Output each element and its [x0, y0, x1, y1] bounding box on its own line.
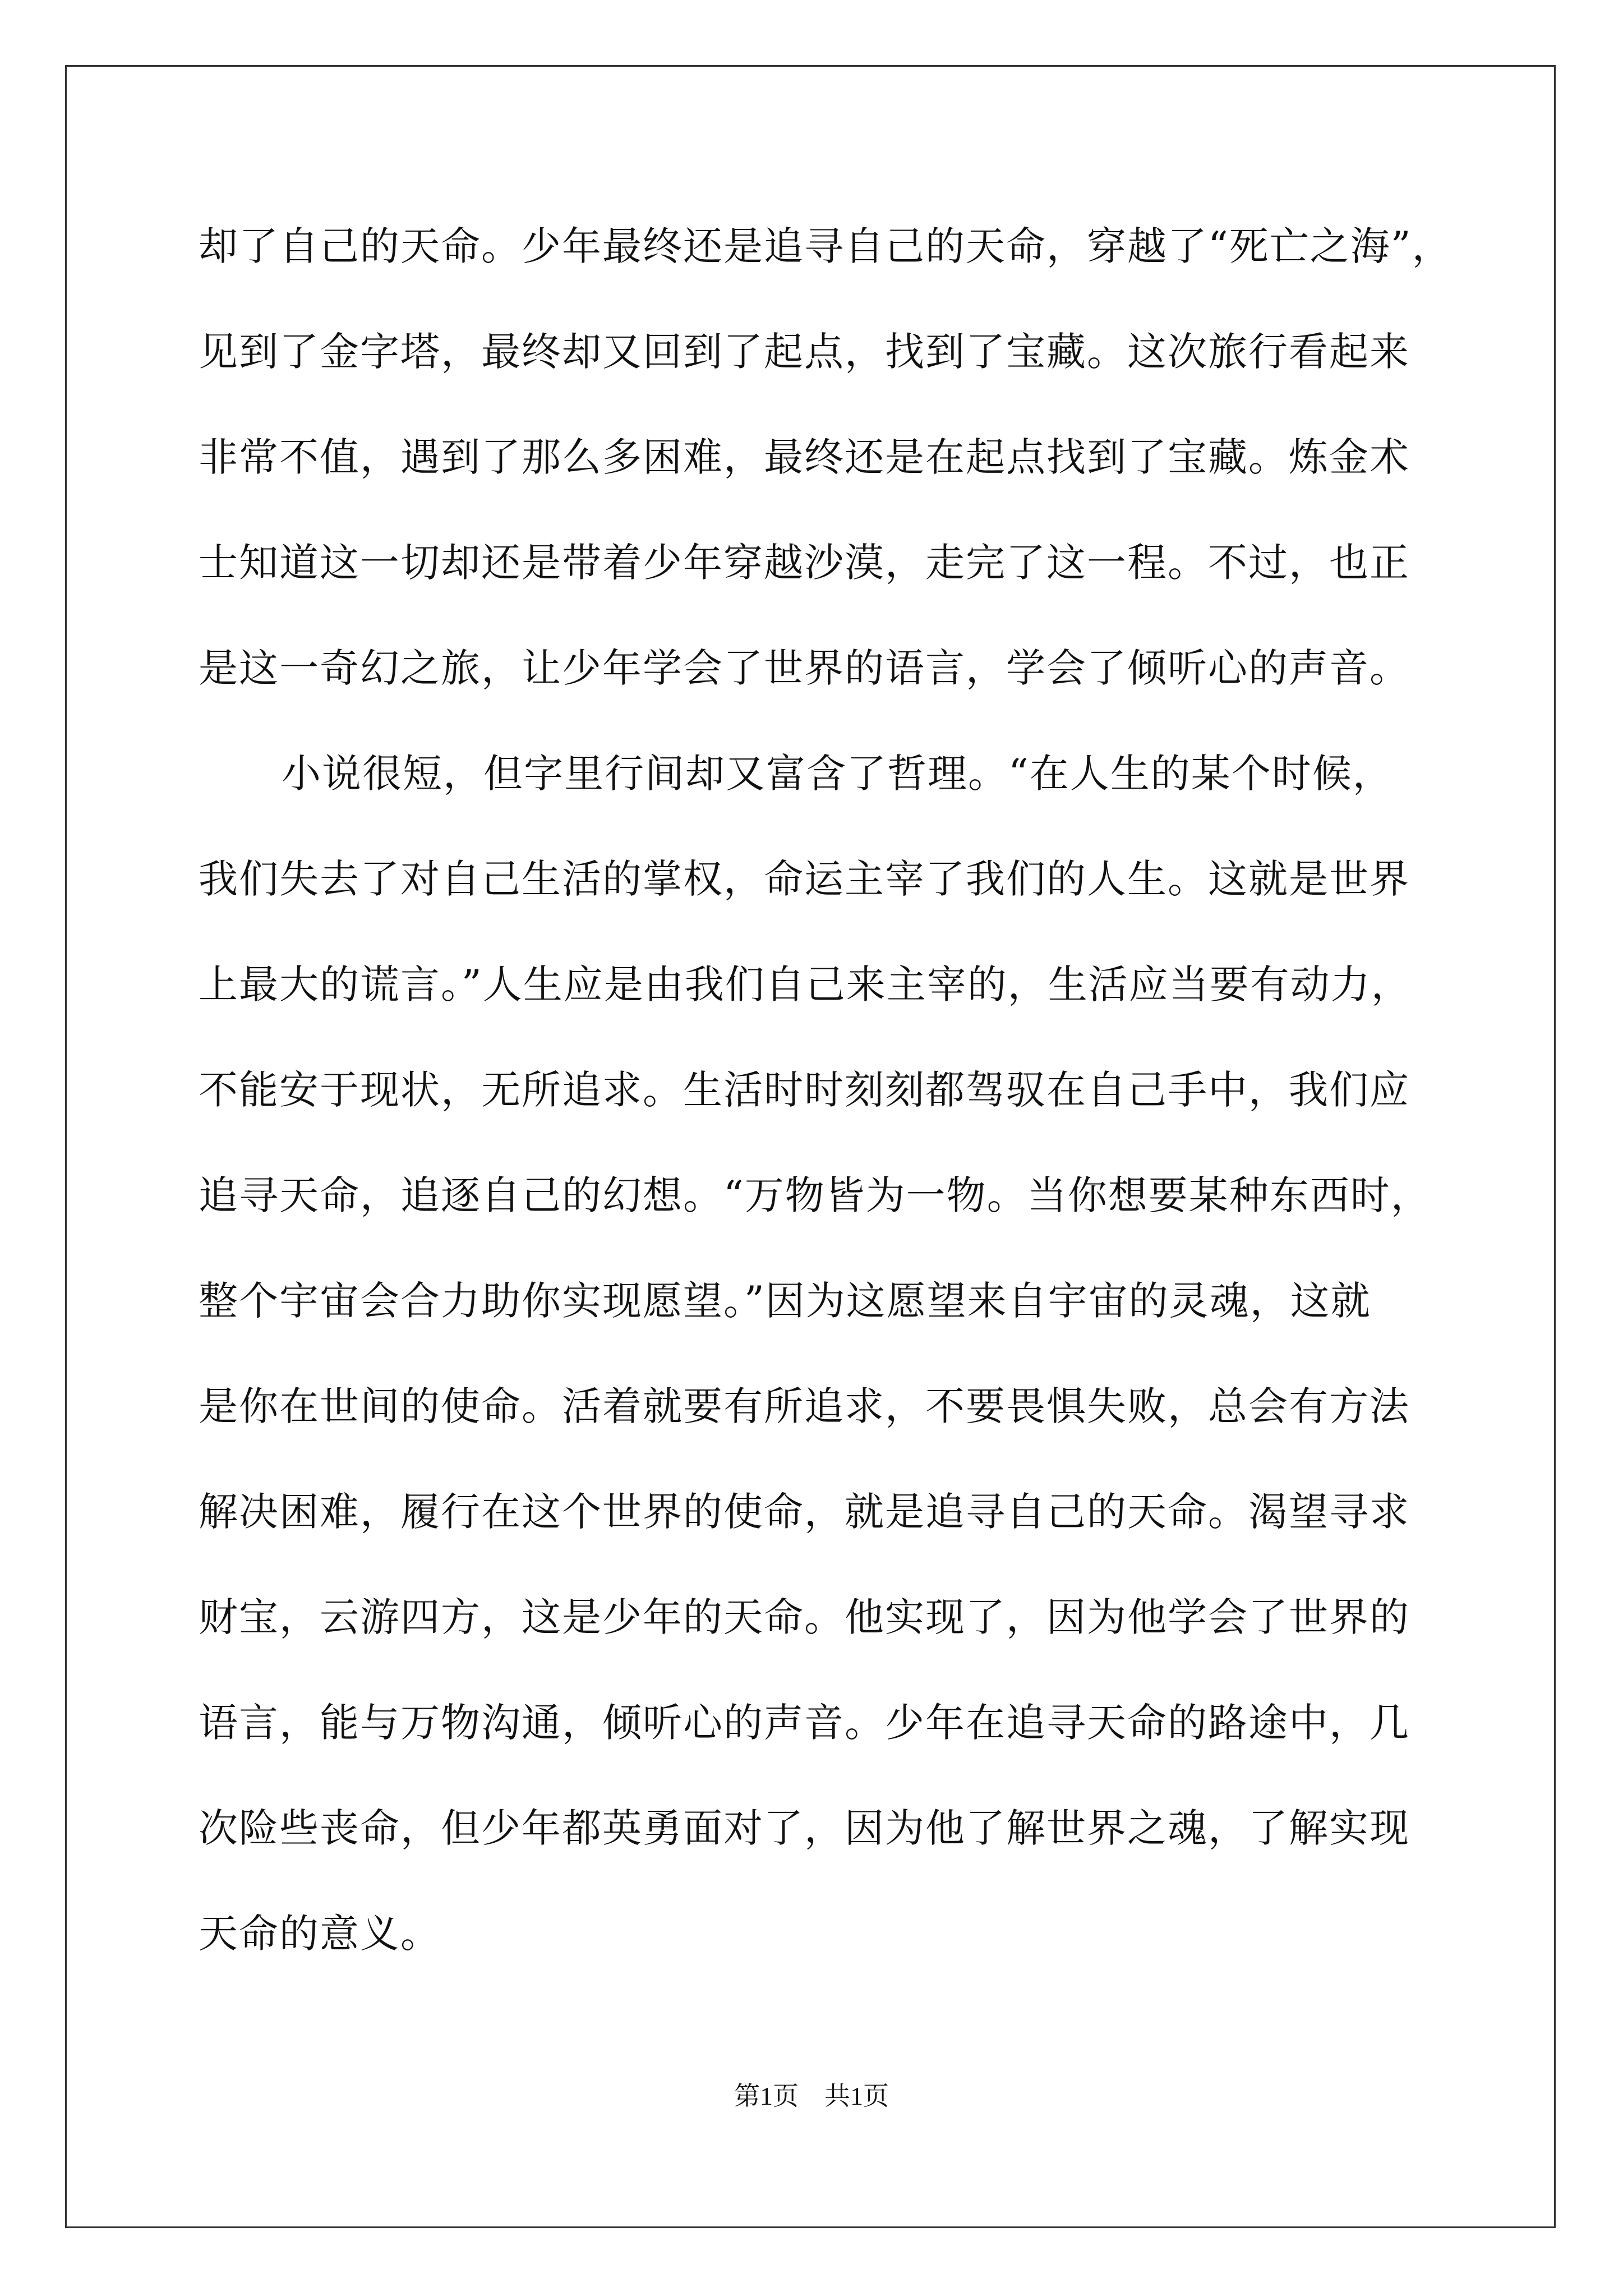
paragraph-line: 追寻天命，追逐自己的幻想。“万物皆为一物。当你想要某种东西时， [199, 1172, 1431, 1218]
paragraph-line: 财宝，云游四方，这是少年的天命。他实现了，因为他学会了世界的 [199, 1594, 1410, 1640]
paragraph-line: 不能安于现状，无所追求。生活时时刻刻都驾驭在自己手中，我们应 [199, 1067, 1410, 1113]
paragraph-line: 次险些丧命，但少年都英勇面对了，因为他了解世界之魂，了解实现 [199, 1805, 1410, 1851]
page-number-footer: 第1页 共1页 [734, 2082, 889, 2110]
paragraph-line: 是你在世间的使命。活着就要有所追求，不要畏惧失败，总会有方法 [199, 1383, 1410, 1429]
document-body [199, 194, 1460, 1986]
paragraph-line: 整个宇宙会合力助你实现愿望。”因为这愿望来自宇宙的灵魂，这就 [199, 1278, 1371, 1324]
paragraph-line: 天命的意义。 [199, 1911, 441, 1957]
paragraph-line: 士知道这一切却还是带着少年穿越沙漠，走完了这一程。不过，也正 [199, 540, 1410, 586]
paragraph-line: 我们失去了对自己生活的掌权，命运主宰了我们的人生。这就是世界 [199, 856, 1410, 902]
paragraph-line: 小说很短，但字里行间却又富含了哲理。“在人生的某个时候， [282, 751, 1393, 797]
paragraph-line: 见到了金字塔，最终却又回到了起点，找到了宝藏。这次旅行看起来 [199, 329, 1410, 375]
paragraph-line: 上最大的谎言。”人生应是由我们自己来主宰的，生活应当要有动力， [199, 961, 1412, 1007]
paragraph-line: 语言，能与万物沟通，倾听心的声音。少年在追寻天命的路途中，几 [199, 1700, 1410, 1746]
paragraph-line: 非常不值，遇到了那么多困难，最终还是在起点找到了宝藏。炼金术 [199, 434, 1410, 480]
paragraph-line: 解决困难，履行在这个世界的使命，就是追寻自己的天命。渴望寻求 [199, 1489, 1410, 1535]
paragraph-line: 却了自己的天命。少年最终还是追寻自己的天命，穿越了“死亡之海”， [199, 223, 1453, 269]
paragraph-line: 是这一奇幻之旅，让少年学会了世界的语言，学会了倾听心的声音。 [199, 645, 1410, 691]
